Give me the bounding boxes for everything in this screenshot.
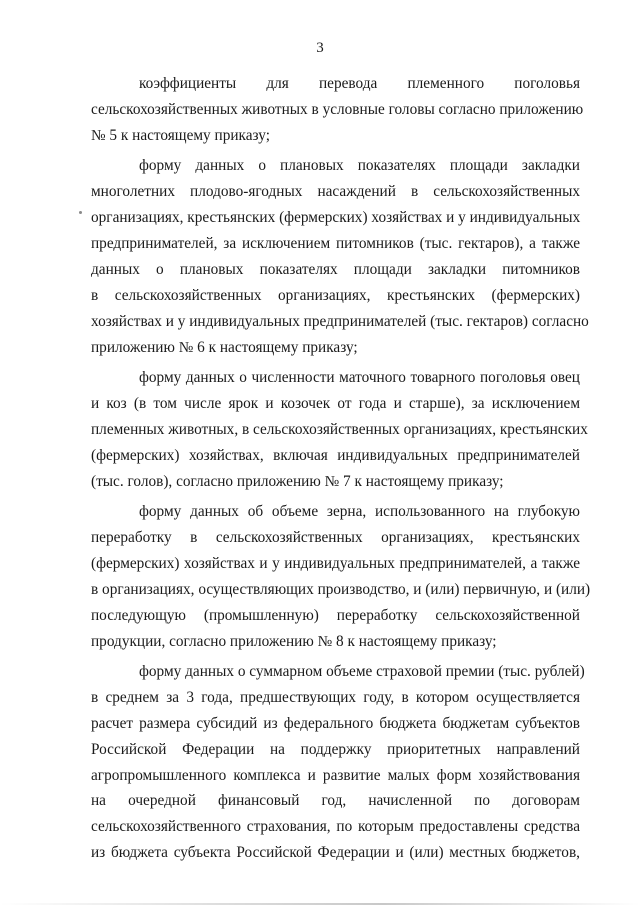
- text-line: № 5 к настоящему приказу;: [91, 126, 270, 144]
- text-line: коэффициенты для перевода племенного поголовья: [139, 75, 580, 92]
- text-line: переработку в сельскохозяйственных организациях, крестьянских: [91, 528, 580, 546]
- text-line: предпринимателей, за исключением питомников (тыс. гектаров), а также: [91, 234, 580, 252]
- text-line: (фермерских) хозяйствах, включая индивидуальных предпринимателей: [91, 446, 580, 464]
- text-line: хозяйствах и у индивидуальных предпринимателей (тыс. гектаров) согласно: [91, 312, 589, 330]
- text-line: из бюджета субъекта Российской Федерации и (или) местных бюджетов,: [91, 844, 580, 862]
- text-line: форму данных об объеме зерна, использованного на глубокую: [139, 503, 580, 520]
- text-line: расчет размера субсидий из федерального бюджета бюджетам субъектов: [91, 714, 580, 732]
- text-line: данных о плановых показателях площади закладки питомников: [91, 260, 580, 278]
- text-line: на очередной финансовый год, начисленной по договорам: [91, 792, 580, 810]
- paragraph-insurance-form: [91, 659, 585, 866]
- text-line: Российской Федерации на поддержку приоритетных направлений: [91, 740, 580, 758]
- text-line: в среднем за 3 года, предшествующих году, в котором осуществляется: [91, 688, 580, 706]
- paragraph-grain-form: [91, 499, 591, 654]
- text-line: многолетних плодово-ягодных насаждений в сельскохозяйственных: [91, 183, 580, 201]
- text-line: в организациях, осуществляющих производство, и (или) первичную, и (или): [91, 580, 591, 598]
- scan-dot-mark: [79, 211, 82, 214]
- text-line: последующую (промышленную) переработку сельскохозяйственной: [91, 606, 580, 624]
- paragraph-coefficients: [91, 71, 584, 149]
- document-body: [91, 71, 591, 871]
- text-line: племенных животных, в сельскохозяйственных организациях, крестьянских: [91, 420, 588, 438]
- text-line: приложению № 6 к настоящему приказу;: [91, 338, 358, 356]
- text-line: форму данных о плановых показателях площади закладки: [139, 157, 580, 175]
- text-line: (тыс. голов), согласно приложению № 7 к настоящему приказу;: [91, 472, 504, 490]
- page-number: 3: [316, 40, 324, 56]
- paragraph-sheep-goats-form: [91, 365, 588, 495]
- text-line: в сельскохозяйственных организациях, крестьянских (фермерских): [91, 286, 580, 304]
- text-line: организациях, крестьянских (фермерских) хозяйствах и у индивидуальных: [91, 209, 581, 227]
- text-line: форму данных о численности маточного товарного поголовья овец: [139, 368, 580, 386]
- text-line: сельскохозяйственных животных в условные головы согласно приложению: [91, 100, 584, 118]
- text-line: агропромышленного комплекса и развитие малых форм хозяйствования: [91, 766, 580, 784]
- text-line: сельскохозяйственного страхования, по которым предоставлены средства: [91, 818, 580, 836]
- text-line: продукции, согласно приложению № 8 к настоящему приказу;: [91, 632, 497, 650]
- text-line: и коз (в том числе ярок и козочек от года и старше), за исключением: [91, 394, 580, 412]
- paragraph-orchards-form: [91, 153, 589, 360]
- text-line: (фермерских) хозяйствах и у индивидуальных предпринимателей, а также: [91, 554, 580, 572]
- text-line: форму данных о суммарном объеме страховой премии (тыс. рублей): [139, 662, 585, 680]
